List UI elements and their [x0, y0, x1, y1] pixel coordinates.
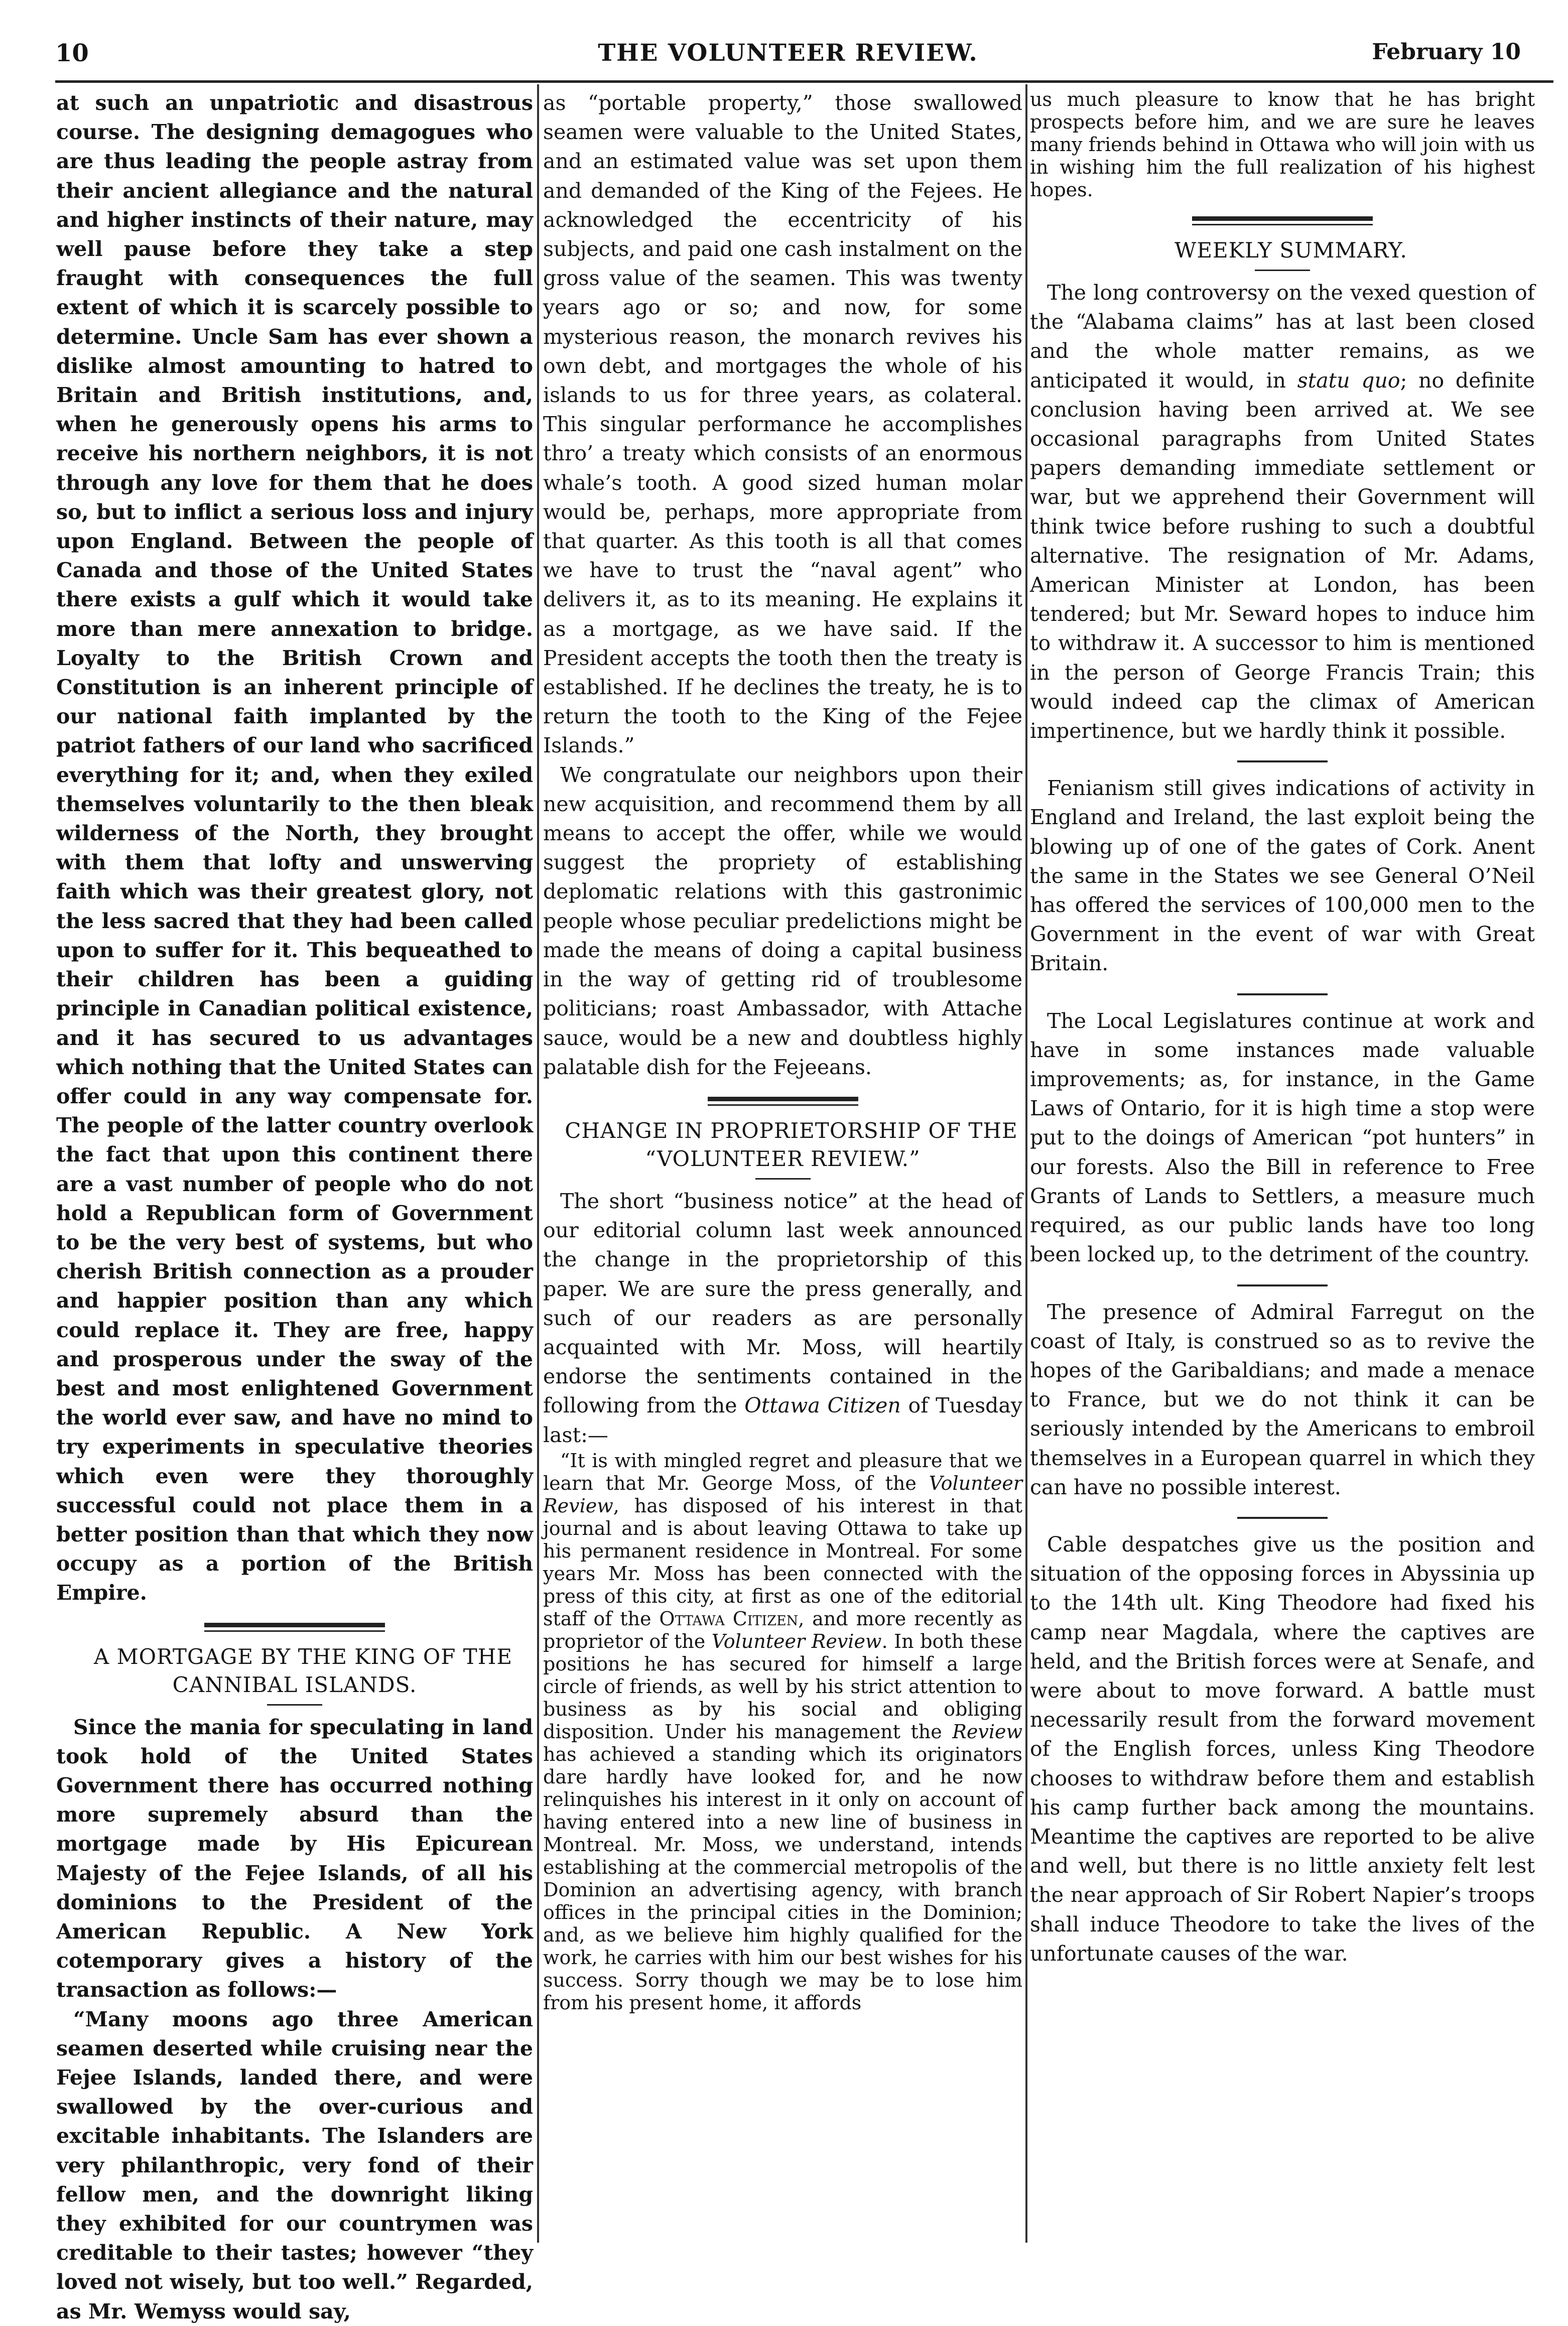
quoted-paragraph: us much pleasure to know that he has bright prospects before him, and we are sure he leaves many friends behind in Ottawa who will join with us in wishing him the full realization of his highest hopes.: [1030, 88, 1535, 201]
item-separator: [1237, 1517, 1328, 1519]
newspaper-title: THE VOLUNTEER REVIEW.: [598, 39, 978, 67]
issue-date: February 10: [1372, 39, 1521, 65]
page-number: 10: [55, 39, 89, 67]
article-heading: A MORTGAGE BY THE KING OF THE CANNIBAL ISLANDS.: [93, 1644, 513, 1697]
section-double-rule: [204, 1623, 385, 1632]
article-heading: WEEKLY SUMMARY.: [1174, 238, 1407, 263]
section-double-rule: [708, 1097, 858, 1106]
article-paragraph: at such an unpatriotic and disastrous course. The designing demagogues who are thus leading the people astray from their ancient allegiance and the natural and higher instincts of their nature, may well pause before they take a step fraught with consequences the full extent of which it is scarcely possible to determine. Uncle Sam has ever shown a dislike almost amounting to hatred to Britain and British institutions, and, when he generously opens his arms to receive his northern neighbors, it is not through any love for them that he does so, but to inflict a serious loss and injury upon England. Between the people of Canada and those of the United States there exists a gulf which it would take more than mere annexation to bridge. Loyalty to the British Crown and Constitution is an inherent principle of our national faith implanted by the patriot fathers of our land who sacrificed everything for it; and, when they exiled themselves voluntarily to the then bleak wilderness of the North, they brought with them that lofty and unswerving faith which was their greatest glory, not the less sacred that they had been called upon to suffer for it. This bequeathed to their children has been a guiding principle in Canadian political existence, and it has secured to us advantages which nothing that the United States can offer could in any way compensate for. The people of the latter country overlook the fact that upon this continent there are a vast number of people who do not hold a Republican form of Government to be the very best of systems, but who cherish British connection as a prouder and happier position than any which could replace it. They are free, happy and prosperous under the sway of the best and most enlightened Government the world ever saw, and have no mind to try experiments in speculative theories which even were they thoroughly successful could not place them in a better position than that which they now occupy as a portion of the British Empire.: [56, 91, 533, 1605]
column-divider-2: [1025, 84, 1027, 2243]
newspaper-name: Ottawa Citizen: [744, 1393, 901, 1418]
summary-paragraph: Fenianism still gives indications of activity in England and Ireland, the last exploit being the blowing up of one of the gates of Cork. Anent the same in the States we see General O’Neil has offered the services of 100,000 men to the Government in the event of war with Great Britain.: [1030, 776, 1535, 976]
summary-paragraph: The presence of Admiral Farregut on the coast of Italy, is construed so as to revive the hopes of the Garibaldians; and made a menace to France, but we do not think it can be seriously intended by the Americans to embroil themselves in a European quarrel in which they can have no possible interest.: [1030, 1300, 1535, 1499]
article-paragraph: We congratulate our neighbors upon their new acquisition, and recommend them by all means to accept the offer, while we would suggest the propriety of establishing deplomatic relations with this gastronimic people whose peculiar predelictions might be made the means of doing a capital business in the way of getting rid of troublesome politicians; roast Ambassador, with Attache sauce, would be a new and doubtless highly palatable dish for the Fejeeans.: [543, 762, 1022, 1079]
article-paragraph: as “portable property,” those swallowed seamen were valuable to the United States, and an estimated value was set upon them and demanded of the King of the Fejees. He acknowledged the eccentricity of his subjects, and paid one cash instalment on the gross value of the seamen. This was twenty years ago or so; and now, for some mysterious reason, the monarch revives his own debt, and mortgages the whole of his islands to us for three years, as colateral. This singular performance he accomplishes thro’ a treaty which consists of an enormous whale’s tooth. A good sized human molar would be, perhaps, more appropriate from that quarter. As this tooth is all that comes we have to trust the “naval agent” who delivers it, as to its meaning. He explains it as a mortgage, as we have said. If the President accepts the tooth then the treaty is established. If he declines the treaty, he is to return the tooth to the King of the Fejee Islands.”: [543, 91, 1022, 758]
article-paragraph: The short “business notice” at the head of our editorial column last week announced the change in the proprietorship of this paper. We are sure the press generally, and such of our readers as are personally acquainted with Mr. Moss, will heartily endorse the sentiments contained in the following from the Ottawa Citizen of Tuesday last:—: [543, 1189, 1022, 1447]
article-heading: CHANGE IN PROPRIETORSHIP OF THE “VOLUNTEER REVIEW.”: [565, 1118, 1018, 1171]
item-separator: [1237, 760, 1328, 762]
column-2: [543, 88, 1022, 2014]
article-paragraph: “Many moons ago three American seamen deserted while cruising near the Fejee Islands, landed there, and were swallowed by the over-curious and excitable inhabitants. The Islanders are very philanthropic, very fond of their fellow men, and the downright liking they exhibited for our countrymen was creditable to their tastes; however “they loved not wisely, but too well.” Regarded, as Mr. Wemyss would say,: [56, 2007, 533, 2323]
article-paragraph: Since the mania for speculating in land took hold of the United States Government there has occurred nothing more supremely absurd than the mortgage made by His Epicurean Majesty of the Fejee Islands, of all his dominions to the President of the American Republic. A New York cotemporary gives a history of the transaction as follows:—: [56, 1715, 533, 2002]
heading-rule: [267, 1704, 322, 1706]
summary-paragraph: Cable despatches give us the position and situation of the opposing forces in Abyssinia up to the 14th ult. King Theodore had fixed his camp near Magdala, where the captives are held, and the British forces were at Senafe, and were about to move forward. A battle must necessarily result from the forward movement of the English forces, unless King Theodore chooses to withdraw before them and establish his camp further back among the mountains. Meantime the captives are reported to be alive and well, but there is no little anxiety felt lest the near approach of Sir Robert Napier’s troops shall induce Theodore to take the lives of the unfortunate causes of the war.: [1030, 1532, 1535, 1966]
column-3: [1030, 88, 1535, 1968]
quoted-paragraph: “It is with mingled regret and pleasure that we learn that Mr. George Moss, of the Volunteer Review, has disposed of his interest in that journal and is about leaving Ottawa to take up his permanent residence in Montreal. For some years Mr. Moss has been connected with the press of this city, at first as one of the editorial staff of the Ottawa Citizen, and more recently as proprietor of the Volunteer Review. In both these positions he has secured for himself a large circle of friends, as well by his strict attention to business as by his social and obliging disposition. Under his management the Review has achieved a standing which its originators dare hardly have looked for, and he now relinquishes his interest in it only on account of having entered into a new line of business in Montreal. Mr. Moss, we understand, intends establishing at the commercial metropolis of the Dominion an advertising agency, with branch offices in the principal cities in the Dominion; and, as we believe him highly qualified for the work, he carries with him our best wishes for his success. Sorry though we may be to lose him from his present home, it affords: [543, 1449, 1023, 2014]
section-double-rule: [1192, 216, 1373, 225]
column-divider-1: [537, 84, 539, 2243]
page-header: [55, 39, 1521, 74]
heading-rule: [755, 1178, 811, 1180]
header-rule: [55, 80, 1553, 83]
summary-paragraph: The Local Legislatures continue at work and have in some instances made valuable improvements; as, for instance, in the Game Laws of Ontario, for it is high time a stop were put to the doings of American “pot hunters” in our forests. Also the Bill in reference to Free Grants of Lands to Settlers, a measure much required, as our public lands have too long been locked up, to the detriment of the country.: [1030, 1008, 1535, 1267]
item-separator: [1237, 1284, 1328, 1286]
item-separator: [1237, 993, 1328, 995]
summary-paragraph: The long controversy on the vexed question of the “Alabama claims” has at last been closed and the whole matter remains, as we anticipated it would, in statu quo; no definite conclusion having been arrived at. We see occasional paragraphs from United States papers demanding immediate settlement or war, but we apprehend their Government will think twice before rushing to such a doubtful alternative. The resignation of Mr. Adams, American Minister at London, has been tendered; but Mr. Seward hopes to induce him to withdraw it. A successor to him is mentioned in the person of George Francis Train; this would indeed cap the climax of American impertinence, but we hardly think it possible.: [1030, 281, 1535, 743]
column-1: [56, 88, 533, 2326]
heading-rule: [1255, 270, 1310, 271]
